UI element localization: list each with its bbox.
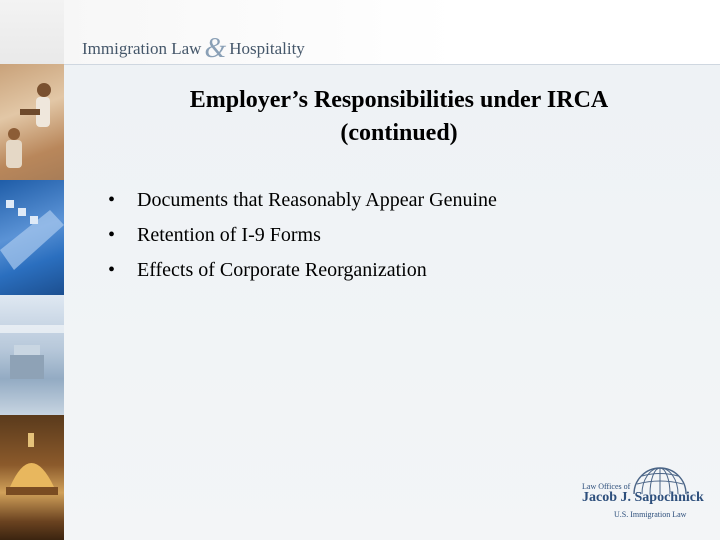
bullet-text: Effects of Corporate Reorganization xyxy=(137,259,427,281)
logo-subtitle: U.S. Immigration Law xyxy=(614,510,687,519)
header-title xyxy=(82,30,305,62)
header-title-part2: Hospitality xyxy=(229,39,305,58)
bullet-list xyxy=(108,184,497,289)
bullet-item xyxy=(108,254,497,289)
logo-name: Jacob J. Sapochnick xyxy=(582,490,704,505)
image-strip xyxy=(0,0,64,540)
ampersand-glyph: & xyxy=(204,33,227,64)
strip-photo-keyboard xyxy=(0,180,64,295)
slide-title-line2: (continued) xyxy=(340,120,458,146)
bullet-text: Retention of I-9 Forms xyxy=(137,224,321,246)
bullet-dot: • xyxy=(108,259,116,281)
logo-small-text: Law Offices of xyxy=(582,482,631,491)
slide-title xyxy=(78,84,720,150)
law-office-logo xyxy=(576,460,704,524)
strip-photo-service-bell xyxy=(0,415,64,540)
bullet-item xyxy=(108,184,497,219)
strip-photo-workers xyxy=(0,64,64,180)
bullet-item xyxy=(108,219,497,254)
bullet-text: Documents that Reasonably Appear Genuine xyxy=(137,189,497,211)
slide-title-line1: Employer’s Responsibilities under IRCA xyxy=(189,87,609,113)
strip-photo-kitchen xyxy=(0,295,64,415)
bullet-dot: • xyxy=(108,224,116,246)
strip-panel-blank xyxy=(0,0,64,64)
header-title-part1: Immigration Law xyxy=(82,39,202,58)
bullet-dot: • xyxy=(108,189,116,211)
